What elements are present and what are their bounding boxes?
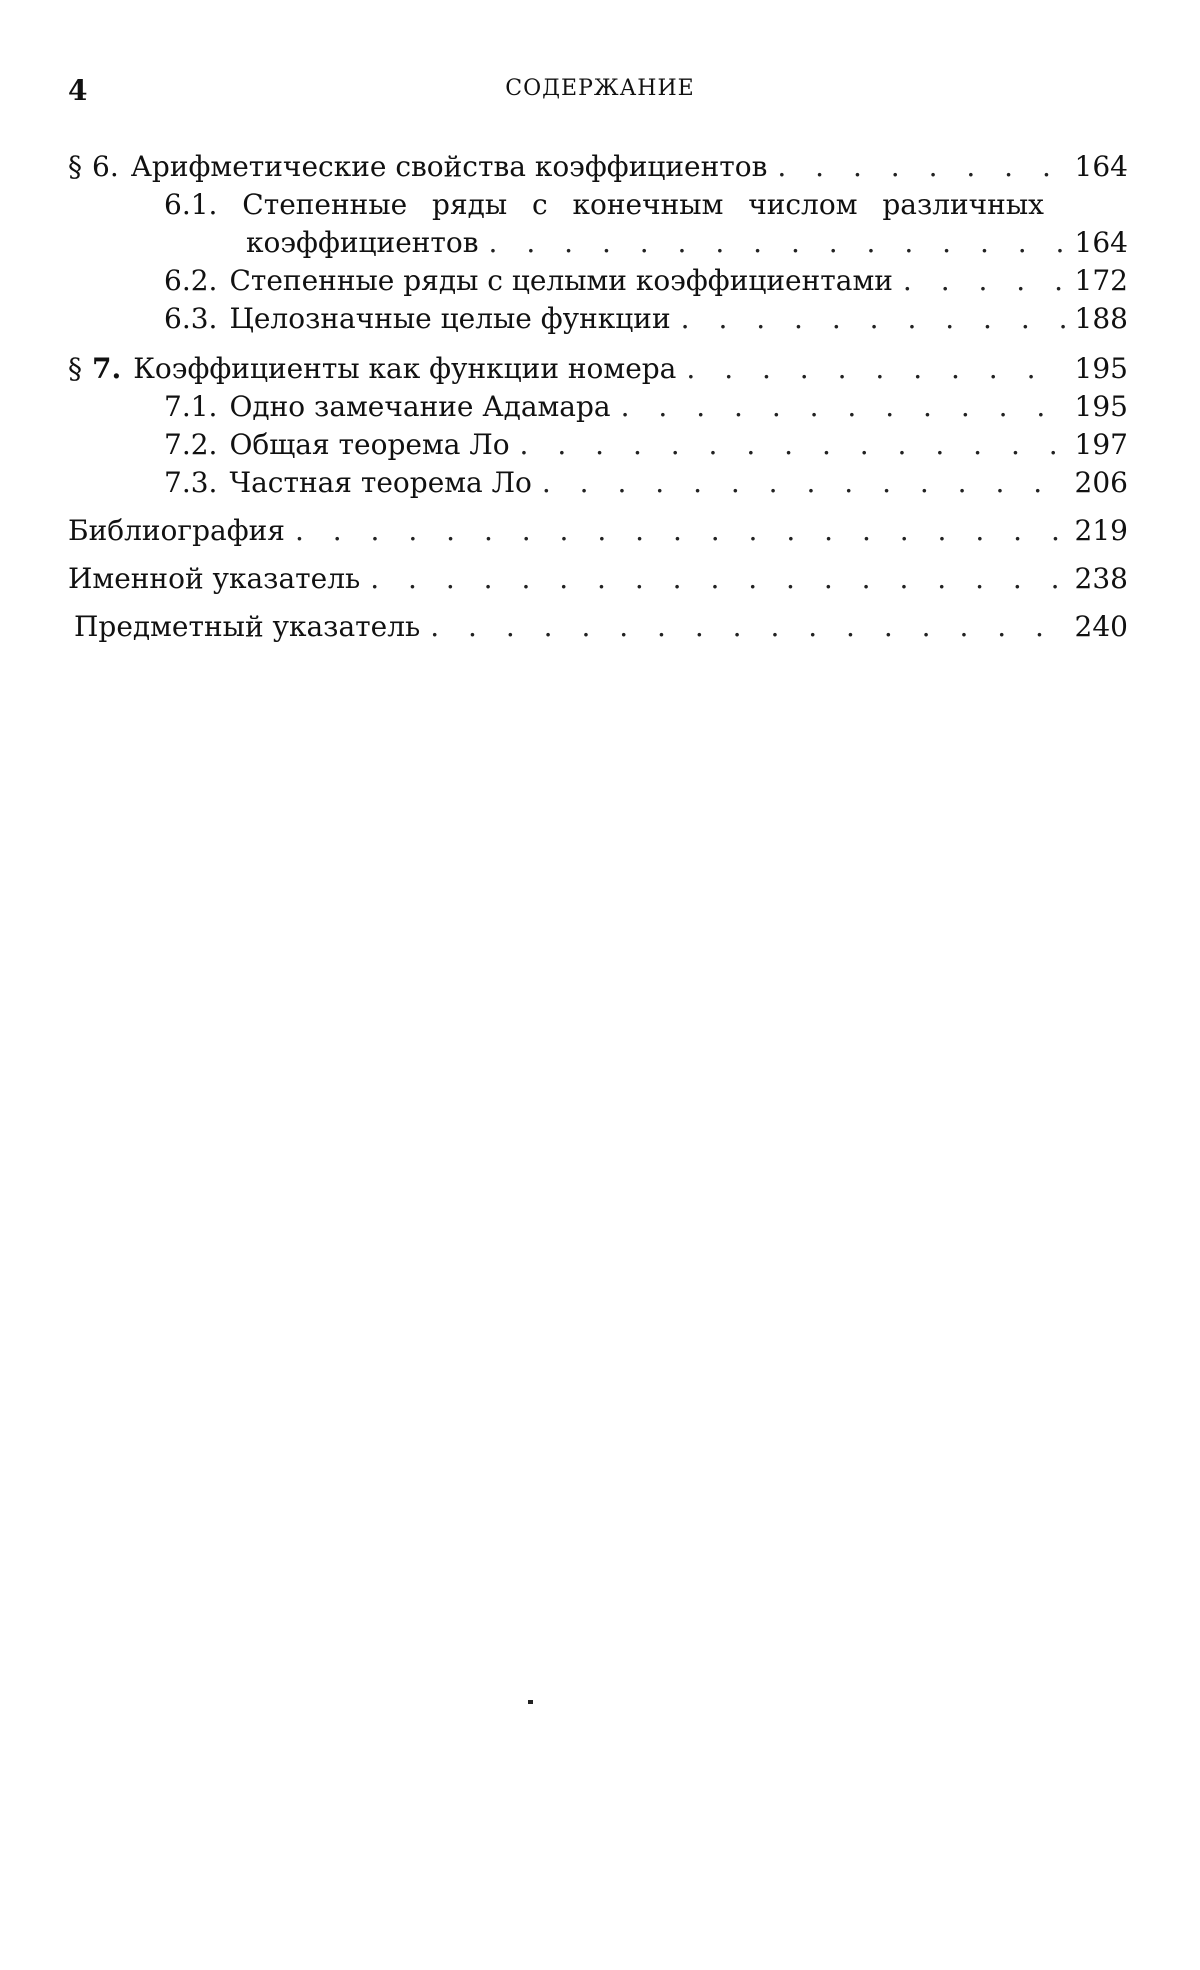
item-title: Целозначные целые функции bbox=[229, 302, 671, 335]
page-ref: 164 bbox=[1074, 226, 1128, 259]
page-ref: 206 bbox=[1074, 466, 1128, 499]
title-word: Степенные bbox=[242, 188, 408, 221]
leader-dots bbox=[430, 608, 1064, 646]
toc-bibliography[interactable] bbox=[68, 512, 1128, 550]
toc-item-6-2[interactable] bbox=[68, 262, 1128, 300]
title-word: с bbox=[532, 188, 548, 221]
item-number: 6.2. bbox=[164, 264, 218, 297]
section-symbol: § bbox=[68, 352, 82, 385]
toc-item-7-1[interactable] bbox=[68, 388, 1128, 426]
toc-section-7[interactable] bbox=[68, 350, 1128, 388]
page-ref: 188 bbox=[1074, 302, 1128, 335]
leader-dots bbox=[621, 388, 1065, 426]
item-title: Частная теорема Ло bbox=[229, 466, 532, 499]
toc-name-index[interactable] bbox=[68, 560, 1128, 598]
title-word: конечным bbox=[572, 188, 724, 221]
leader-dots bbox=[777, 148, 1064, 186]
title-word: числом bbox=[748, 188, 858, 221]
toc-item-7-2[interactable] bbox=[68, 426, 1128, 464]
item-title: Общая теорема Ло bbox=[229, 428, 510, 461]
print-speck bbox=[528, 1700, 533, 1704]
leader-dots bbox=[542, 464, 1065, 502]
page-number: 4 bbox=[68, 74, 88, 107]
leader-dots bbox=[295, 512, 1065, 550]
leader-dots bbox=[489, 224, 1065, 262]
page-ref: 238 bbox=[1074, 562, 1128, 595]
item-title: Степенные ряды с целыми коэффициентами bbox=[229, 264, 893, 297]
section-number: 7. bbox=[92, 352, 122, 385]
item-number: 6.1. bbox=[164, 188, 218, 221]
table-of-contents bbox=[68, 148, 1128, 646]
toc-item-6-3[interactable] bbox=[68, 300, 1128, 338]
toc-subject-index[interactable] bbox=[68, 608, 1128, 646]
page-ref: 172 bbox=[1074, 264, 1128, 297]
leader-dots bbox=[520, 426, 1065, 464]
entry-title: Предметный указатель bbox=[74, 610, 421, 643]
section-title: Арифметические свойства коэффициентов bbox=[130, 150, 768, 183]
entry-title: Именной указатель bbox=[68, 562, 361, 595]
toc-item-6-1[interactable] bbox=[68, 186, 1128, 262]
leader-dots bbox=[903, 262, 1065, 300]
page-ref: 195 bbox=[1074, 352, 1128, 385]
entry-title: Библиография bbox=[68, 514, 285, 547]
leader-dots bbox=[370, 560, 1064, 598]
page-ref: 195 bbox=[1074, 390, 1128, 423]
page-ref: 197 bbox=[1074, 428, 1128, 461]
item-number: 7.1. bbox=[164, 390, 218, 423]
page-ref: 219 bbox=[1074, 514, 1128, 547]
leader-dots bbox=[681, 300, 1065, 338]
toc-section-6[interactable] bbox=[68, 148, 1128, 186]
page-ref: 240 bbox=[1074, 610, 1128, 643]
item-number: 7.3. bbox=[164, 466, 218, 499]
item-title: Одно замечание Адамара bbox=[229, 390, 611, 423]
leader-dots bbox=[686, 350, 1064, 388]
item-number: 6.3. bbox=[164, 302, 218, 335]
item-number: 7.2. bbox=[164, 428, 218, 461]
title-word: ряды bbox=[432, 188, 508, 221]
item-title-continued: коэффициентов bbox=[246, 226, 479, 259]
toc-item-7-3[interactable] bbox=[68, 464, 1128, 502]
section-symbol: § bbox=[68, 150, 82, 183]
section-title: Коэффициенты как функции номера bbox=[133, 352, 677, 385]
running-head: СОДЕРЖАНИЕ bbox=[505, 76, 695, 101]
section-number: 6. bbox=[92, 150, 119, 183]
page-ref: 164 bbox=[1074, 150, 1128, 183]
title-word: различных bbox=[882, 188, 1044, 221]
